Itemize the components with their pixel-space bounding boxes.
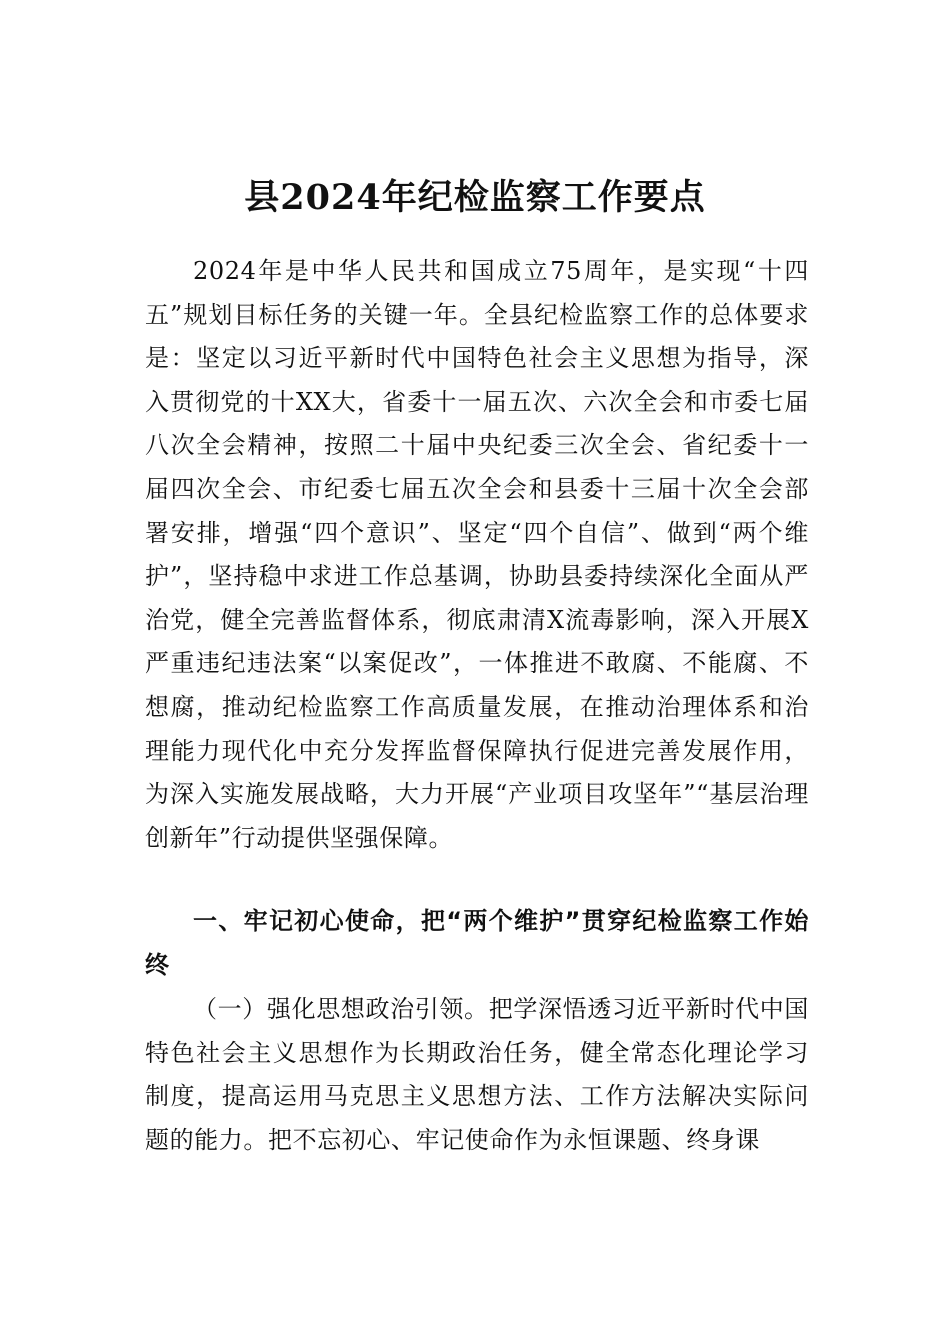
section-heading-1: 一、牢记初心使命，把“两个维护”贯穿纪检监察工作始终 [145, 907, 809, 979]
section-1-paragraph-1: （一）强化思想政治引领。把学深悟透习近平新时代中国特色社会主义思想作为长期政治任务，健全常态化理论学习制度，提高运用马克思主义思想方法、工作方法解决实际问题的能力。把不忘初心、牢记使命作为永恒课题、终身课 [145, 995, 809, 1154]
document-title: 县2024年纪检监察工作要点 [244, 177, 706, 218]
intro-paragraph: 2024年是中华人民共和国成立75周年，是实现“十四五”规划目标任务的关键一年。全县纪检监察工作的总体要求是：坚定以习近平新时代中国特色社会主义思想为指导，深入贯彻党的十XX大，省委十一届五次、六次全会和市委七届八次全会精神，按照二十届中央纪委三次全会、省纪委十一届四次全会、市纪委七届五次全会和县委十三届十次全会部署安排，增强“四个意识”、坚定“四个自信”、做到“两个维护”，坚持稳中求进工作总基调，协助县委持续深化全面从严治党，健全完善监督体系，彻底肃清X流毒影响，深入开展X严重违纪违法案“以案促改”，一体推进不敢腐、不能腐、不想腐，推动纪检监察工作高质量发展，在推动治理体系和治理能力现代化中充分发挥监督保障执行促进完善发展作用，为深入实施发展战略，大力开展“产业项目攻坚年”“基层治理创新年”行动提供坚强保障。 [145, 257, 809, 852]
